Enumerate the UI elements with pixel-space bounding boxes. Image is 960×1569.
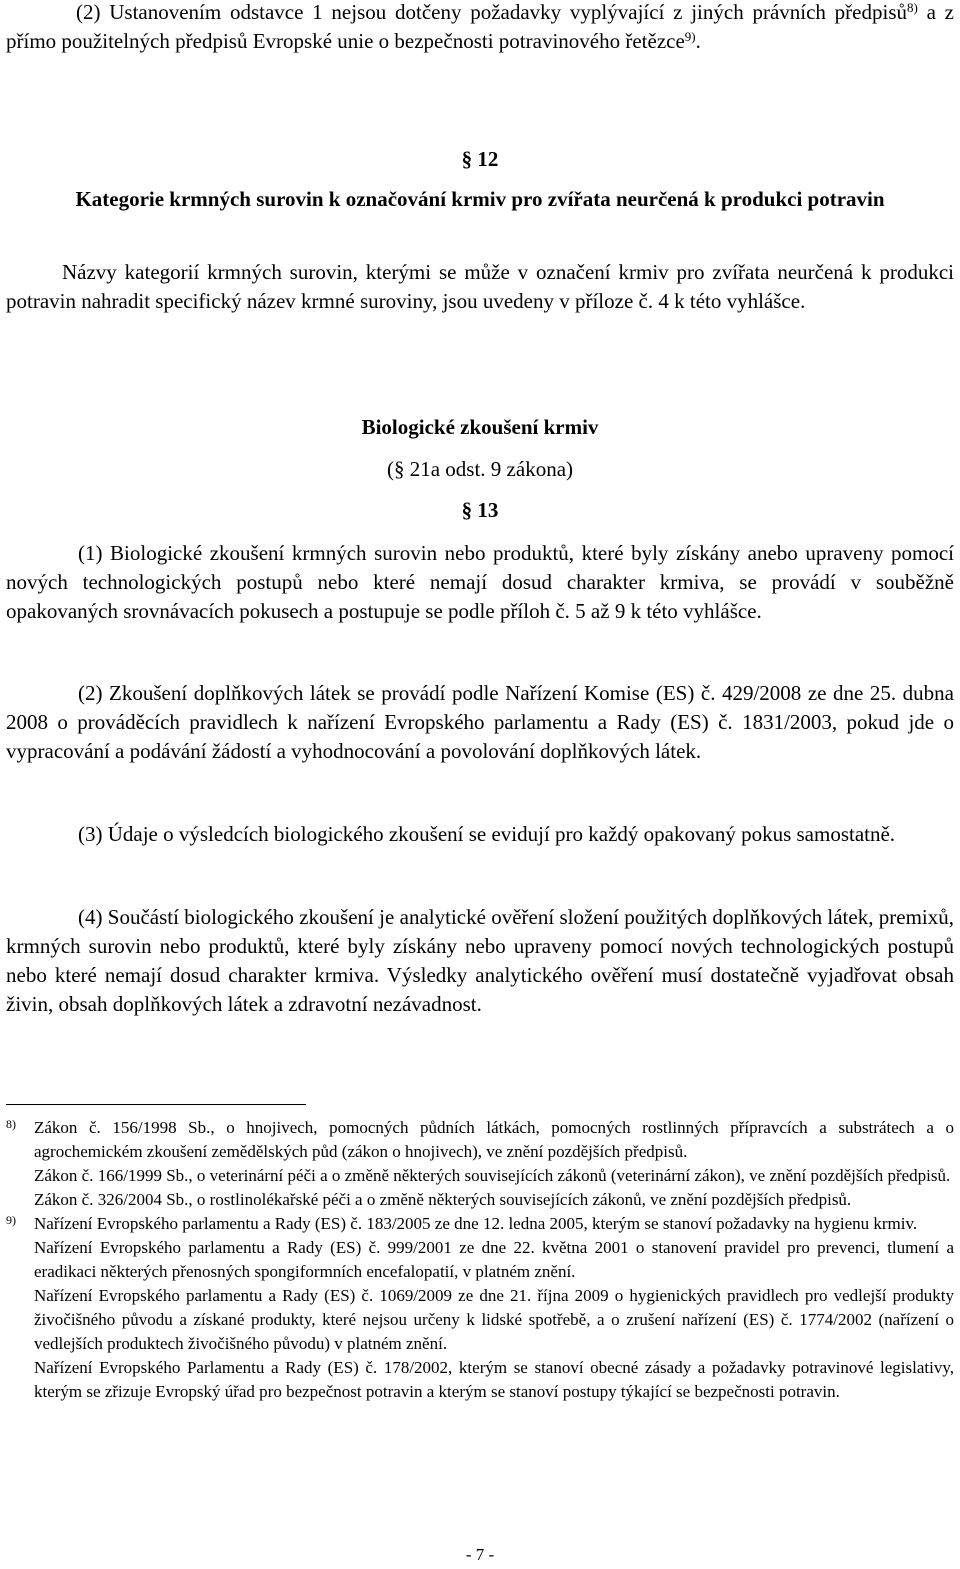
section-13-paragraph-3-text: (3) Údaje o výsledcích biologického zkoušení se evidují pro každý opakovaný pokus samostatně. (78, 822, 896, 846)
section-13-reference: (§ 21a odst. 9 zákona) (386, 457, 574, 481)
section-13-paragraph-2-text: (2) Zkoušení doplňkových látek se provádí podle Nařízení Komise (ES) č. 429/2008 ze dne 25. dubna 2008 o prováděcích pravidlech k nařízení Evropského parlamentu a Rady (ES) č. 1831/2003, pokud jde o vypracování a podávání žádostí a vyhodnocování a povolování doplňkových látek. (6, 681, 954, 763)
footnote-9-item: Nařízení Evropského parlamentu a Rady (ES) č. 183/2005 ze dne 12. ledna 2005, kterým se stanoví požadavky na hygienu krmiv. (34, 1214, 918, 1233)
section-12-heading: Kategorie krmných surovin k označování krmiv pro zvířata neurčená k produkci potravin (75, 187, 885, 211)
footnote-8-item: Zákon č. 166/1999 Sb., o veterinární péči a o změně některých souvisejících zákonů (veterinární zákon), ve znění pozdějších předpisů. (34, 1166, 951, 1185)
section-12-number: § 12 (461, 147, 499, 171)
section-13-paragraph-1 (6, 539, 954, 626)
footnote-8-item: Zákon č. 156/1998 Sb., o hnojivech, pomocných půdních látkách, pomocných rostlinných přípravcích a substrátech a o agrochemickém zkoušení zemědělských půd (zákon o hnojivech), ve znění pozdějších předpisů. (34, 1118, 954, 1161)
section-12-body (6, 258, 954, 316)
footnote-ref-8[interactable]: 8) (907, 0, 918, 15)
footnote-9 (6, 1212, 954, 1404)
section-13-paragraph-4 (6, 903, 954, 1019)
section-13-paragraph-3 (6, 820, 954, 849)
footnote-9-mark: 9) (6, 1213, 16, 1227)
footnote-8-item: Zákon č. 326/2004 Sb., o rostlinolékařské péči a o změně některých souvisejících zákonů, ve znění pozdějších předpisů. (34, 1190, 852, 1209)
paragraph-2-text-cont: a z přímo použitelných předpisů Evropské unie o bezpečnosti potravinového řetězce (6, 0, 954, 53)
footnote-9-item: Nařízení Evropského parlamentu a Rady (ES) č. 999/2001 ze dne 22. května 2001 o stanovení pravidel pro prevenci, tlumení a eradikaci některých přenosných spongiformních encefalopatií, v platném znění. (34, 1238, 954, 1281)
page-number: - 7 - (465, 1545, 495, 1564)
paragraph-2-end: . (695, 29, 701, 53)
paragraph-2 (6, 0, 954, 56)
section-13-number: § 13 (461, 498, 499, 522)
footnote-8 (6, 1116, 954, 1212)
section-13-paragraph-4-text: (4) Součástí biologického zkoušení je analytické ověření složení použitých doplňkových látek, premixů, krmných surovin nebo produktů, které byly získány nebo upraveny pomocí nových technologických postupů nebo které nemají dosud charakter krmiva. Výsledky analytického ověření musí dostatečně vyjadřovat obsah živin, obsah doplňkových látek a zdravotní nezávadnost. (6, 905, 954, 1016)
section-13-heading: Biologické zkoušení krmiv (361, 415, 599, 439)
section-13-paragraph-1-text: (1) Biologické zkoušení krmných surovin nebo produktů, které byly získány anebo upraveny pomocí nových technologických postupů nebo které nemají dosud charakter krmiva, se provádí v souběžně opakovaných srovnávacích pokusech a postupuje se podle příloh č. 5 až 9 k této vyhlášce. (6, 541, 954, 623)
footnote-8-mark: 8) (6, 1117, 16, 1131)
footnote-9-item: Nařízení Evropského parlamentu a Rady (ES) č. 1069/2009 ze dne 21. října 2009 o hygienických pravidlech pro vedlejší produkty živočišného původu a získané produkty, které nejsou určeny k lidské spotřebě, a o zrušení nařízení (ES) č. 1774/2002 (nařízení o vedlejších produktech živočišného původu) v platném znění. (34, 1286, 954, 1353)
footnote-divider (6, 1104, 306, 1105)
footnotes (6, 1116, 954, 1404)
section-12-body-text: Názvy kategorií krmných surovin, kterými se může v označení krmiv pro zvířata neurčená k produkci potravin nahradit specifický název krmné suroviny, jsou uvedeny v příloze č. 4 k této vyhlášce. (6, 260, 954, 313)
footnote-ref-9[interactable]: 9) (684, 29, 696, 44)
paragraph-2-text: (2) Ustanovením odstavce 1 nejsou dotčeny požadavky vyplývající z jiných právních předpisů (76, 0, 907, 24)
footnote-9-item: Nařízení Evropského Parlamentu a Rady (ES) č. 178/2002, kterým se stanoví obecné zásady a požadavky potravinové legislativy, kterým se zřizuje Evropský úřad pro bezpečnost potravin a kterým se stanoví postupy týkající se bezpečnosti potravin. (34, 1358, 954, 1401)
section-13-paragraph-2 (6, 679, 954, 766)
